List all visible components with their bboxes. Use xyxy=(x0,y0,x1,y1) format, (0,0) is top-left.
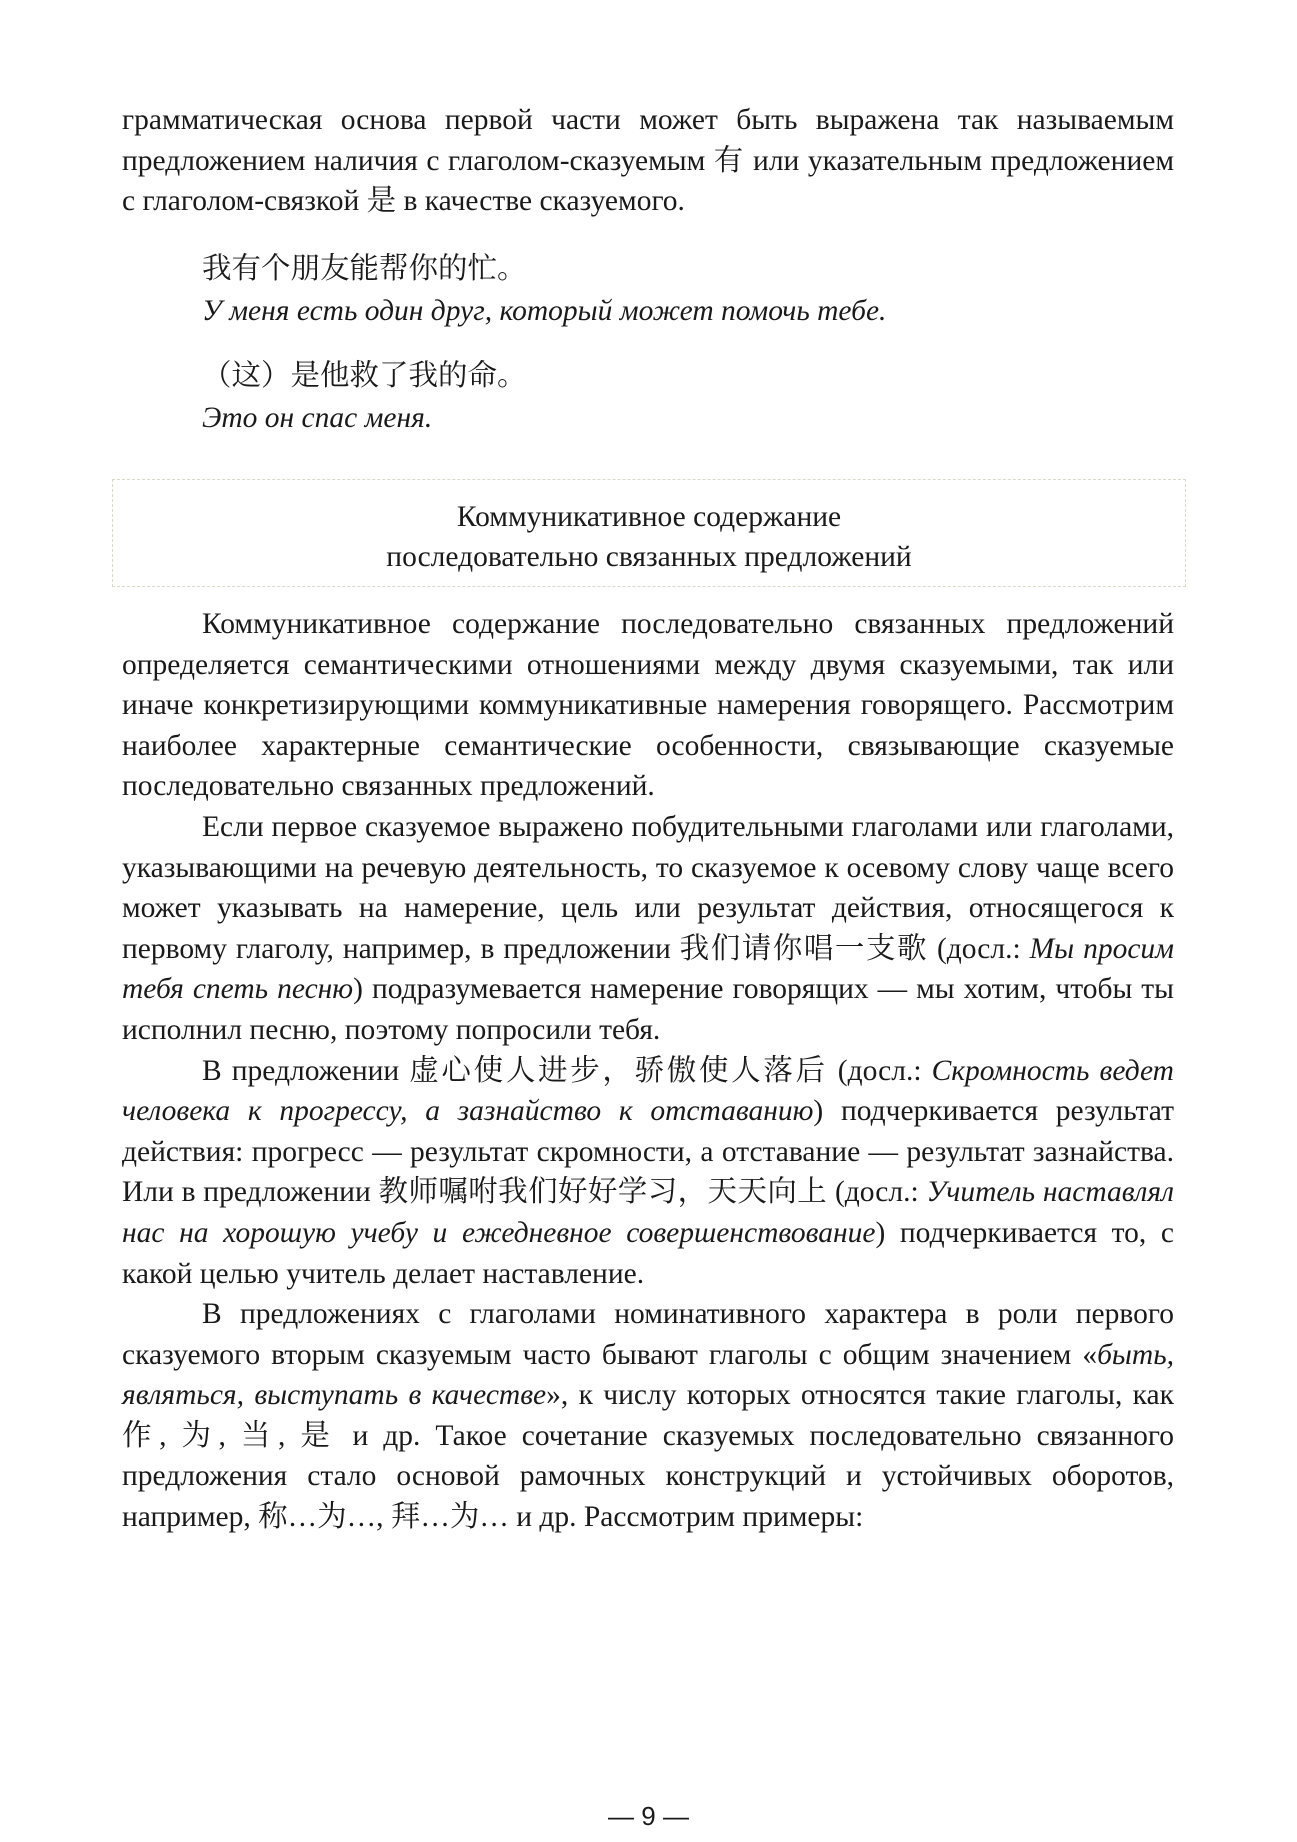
paragraph-2-part-c: ) подразумевается намерение говорящих — мы хотим, чтобы ты исполнил песню, поэтому попросили тебя. xyxy=(122,973,1174,1046)
section-heading-box xyxy=(112,479,1186,587)
paragraph-2 xyxy=(122,807,1174,1051)
page-number: — 9 — xyxy=(608,1801,689,1831)
paragraph-2-part-a: Если первое сказуемое выражено побудительными глаголами или глаголами, указывающими на речевую деятельность, то сказуемое к осевому слову чаще всего может указывать на намерение, цель или результат действия, относящегося к первому глаголу, например, в предложении 我们请你唱一支歌 (досл.: xyxy=(122,810,1174,965)
paragraph-2-italic: Мы просим тебя спеть песню xyxy=(122,932,1174,1006)
paragraph-4 xyxy=(122,1294,1174,1538)
paragraph-3 xyxy=(122,1051,1174,1295)
paragraph-3-part-a: В предложении 虚心使人进步，骄傲使人落后 (досл.: xyxy=(202,1054,932,1087)
paragraph-4-part-a: В предложениях с глаголами номинативного характера в роли первого сказуемого вторым сказуемым часто бывают глаголы с общим значением « xyxy=(122,1298,1174,1371)
paragraph-1: Коммуникативное содержание последовательно связанных предложений определяется семантическими отношениями между двумя сказуемыми, так или иначе конкретизирующими коммуникативные намерения говорящего. Рассмотрим наиболее характерные семантические особенности, связывающие сказуемые последовательно связанных предложений. xyxy=(122,608,1174,803)
example-1 xyxy=(202,248,1162,332)
example-2-translation: Это он спас меня. xyxy=(202,402,433,434)
paragraph-3-part-e: ) подчеркивается то, с какой целью учитель делает наставление. xyxy=(122,1216,1175,1290)
section-heading-line-2: последовательно связанных предложений xyxy=(386,541,912,573)
example-2-chinese: （这）是他救了我的命。 xyxy=(202,360,527,392)
example-1-chinese: 我有个朋友能帮你的忙。 xyxy=(202,253,527,285)
paragraph-4-part-c: », к числу которых относятся такие глаголы, как 作, 为, 当, 是 и др. Такое сочетание сказуемых последовательно связанного предложения стало основой рамочных конструкций и устойчивых оборотов, например, 称…为…, 拜…为… и др. Рассмотрим примеры: xyxy=(122,1379,1174,1534)
top-paragraph-block xyxy=(122,100,1174,222)
section-heading-line-1: Коммуникативное содержание xyxy=(456,501,842,533)
paragraph-3-part-c: ) подчеркивается результат действия: прогресс — результат скромности, а отставание — результат зазнайства. Или в предложении 教师嘱咐我们好好学习，天天向上 (досл.: xyxy=(122,1095,1174,1209)
paragraph-3-italic-2: Учитель наставлял нас на хорошую учебу и ежедневное совершенствование xyxy=(122,1176,1174,1249)
example-2 xyxy=(202,355,1162,439)
top-paragraph: грамматическая основа первой части может быть выражена так называемым предложением наличия с глаголом-сказуемым 有 или указательным предложением с глаголом-связкой 是 в качестве сказуемого. xyxy=(122,104,1174,218)
example-1-translation: У меня есть один друг, который может помочь тебе. xyxy=(202,295,887,327)
main-text xyxy=(122,604,1174,1538)
paragraph-4-italic: быть, являться, выступать в качестве xyxy=(122,1338,1174,1412)
paragraph-3-italic-1: Скромность ведет человека к прогрессу, а зазнайство к отставанию xyxy=(122,1054,1174,1128)
